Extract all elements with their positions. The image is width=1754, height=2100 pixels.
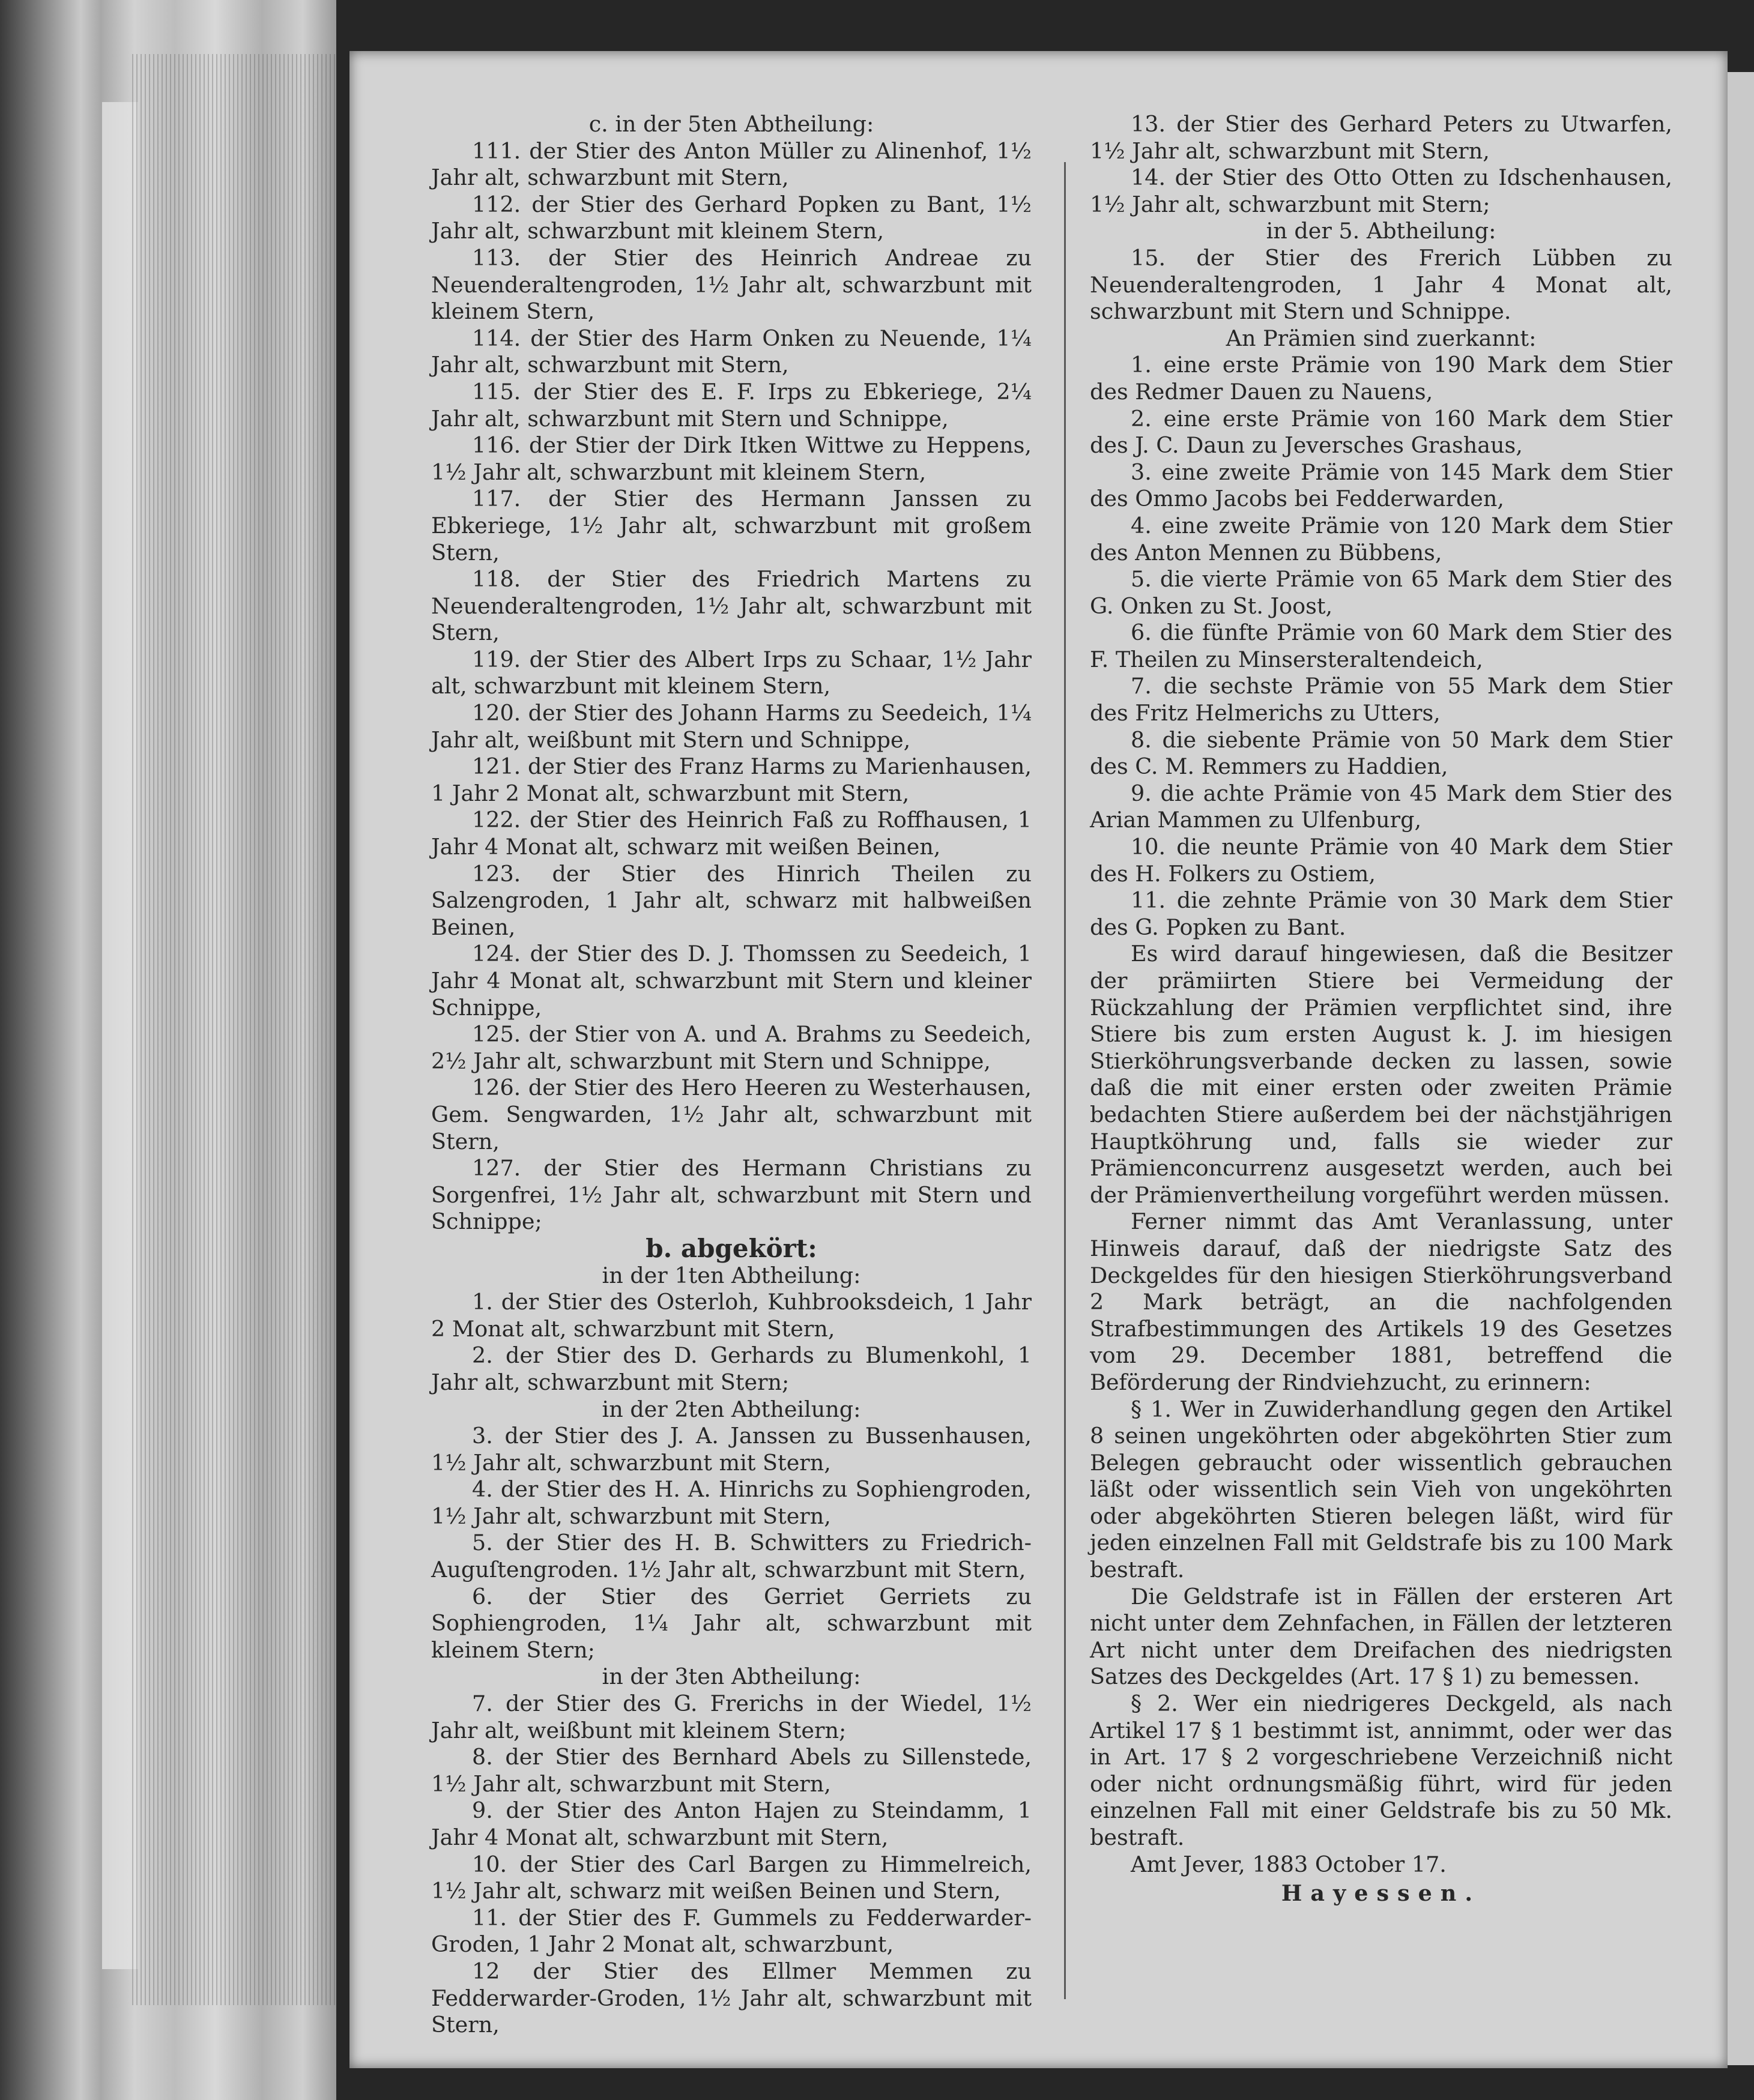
right-column-paragraph: 6. die fünfte Prämie von 60 Mark dem Stier des F. Theilen zu Minsersteraltendeich, [1090,620,1672,672]
right-column-paragraph: § 1. Wer in Zuwiderhandlung gegen den Artikel 8 seinen ungeköhrten oder abgeköhrten Stier zum Belegen gebraucht oder wissentlich gebrauchen läßt oder wissentlich sein Vieh von ungeköhrten oder abgeköhrten Stieren belegen läßt, wird für jeden einzelnen Fall mit Geldstrafe bis zu 100 Mark bestraft. [1090,1396,1672,1583]
right-column-paragraph: An Prämien sind zuerkannt: [1226,325,1537,351]
left-column-paragraph: 11. der Stier des F. Gummels zu Fedderwarder-Groden, 1 Jahr 2 Monat alt, schwarzbunt, [431,1904,1032,1958]
left-column-paragraph: 12 der Stier des Ellmer Memmen zu Fedderwarder-Groden, 1½ Jahr alt, schwarzbunt mit Stern, [431,1958,1032,2038]
left-column-paragraph: 120. der Stier des Johann Harms zu Seedeich, 1¼ Jahr alt, weißbunt mit Stern und Schnippe, [431,700,1032,753]
left-column-paragraph: 4. der Stier des H. A. Hinrichs zu Sophiengroden, 1½ Jahr alt, schwarzbunt mit Stern, [431,1476,1032,1529]
left-column-paragraph: 113. der Stier des Heinrich Andreae zu Neuenderaltengroden, 1½ Jahr alt, schwarzbunt mit kleinem Stern, [431,244,1032,325]
left-column-paragraph: 2. der Stier des D. Gerhards zu Blumenkohl, 1 Jahr alt, schwarzbunt mit Stern; [431,1342,1032,1395]
right-column-paragraph: in der 5. Abtheilung: [1266,218,1496,244]
right-column-paragraph: 7. die sechste Prämie von 55 Mark dem Stier des Fritz Helmerichs zu Utters, [1090,673,1672,726]
right-text-column [1090,111,1672,1907]
left-column-paragraph: 123. der Stier des Hinrich Theilen zu Salzengroden, 1 Jahr alt, schwarz mit halbweißen Beinen, [431,860,1032,940]
right-column-paragraph: Amt Jever, 1883 October 17. [1131,1851,1447,1877]
right-column-paragraph: 8. die siebente Prämie von 50 Mark dem Stier des C. M. Remmers zu Haddien, [1090,726,1672,780]
left-column-paragraph: in der 3ten Abtheilung: [602,1664,861,1690]
left-text-column [431,111,1032,2039]
right-column-paragraph: 13. der Stier des Gerhard Peters zu Utwarfen, 1½ Jahr alt, schwarzbunt mit Stern, [1090,111,1672,164]
left-column-paragraph: 9. der Stier des Anton Hajen zu Steindamm, 1 Jahr 4 Monat alt, schwarzbunt mit Stern, [431,1797,1032,1850]
left-column-paragraph: 1. der Stier des Osterloh, Kuhbrooksdeich, 1 Jahr 2 Monat alt, schwarzbunt mit Stern, [431,1289,1032,1342]
left-column-paragraph: 122. der Stier des Heinrich Faß zu Roffhausen, 1 Jahr 4 Monat alt, schwarz mit weißen Beinen, [431,807,1032,860]
right-column-paragraph: 1. eine erste Prämie von 190 Mark dem Stier des Redmer Dauen zu Nauens, [1090,352,1672,405]
left-column-paragraph: 6. der Stier des Gerriet Gerriets zu Sophiengroden, 1¼ Jahr alt, schwarzbunt mit kleinem Stern; [431,1583,1032,1663]
left-column-paragraph: b. abgekört: [646,1233,817,1263]
column-divider [1064,162,1066,1999]
left-column-paragraph: in der 1ten Abtheilung: [602,1262,861,1288]
left-column-paragraph: 125. der Stier von A. und A. Brahms zu Seedeich, 2½ Jahr alt, schwarzbunt mit Stern und Schnippe, [431,1021,1032,1074]
right-column-paragraph: 10. die neunte Prämie von 40 Mark dem Stier des H. Folkers zu Ostiem, [1090,834,1672,887]
left-column-paragraph: 118. der Stier des Friedrich Martens zu Neuenderaltengroden, 1½ Jahr alt, schwarzbunt mit Stern, [431,566,1032,646]
left-column-paragraph: 115. der Stier des E. F. Irps zu Ebkeriege, 2¼ Jahr alt, schwarzbunt mit Stern und Schnippe, [431,378,1032,432]
right-column-paragraph: Es wird darauf hingewiesen, daß die Besitzer der prämiirten Stiere bei Vermeidung der Rückzahlung der Prämien verpflichtet sind, ihre Stiere bis zum ersten August k. J. im hiesigen Stierköhrungsverbande decken zu lassen, sowie daß die mit einer ersten oder zweiten Prämie bedachten Stiere außerdem bei der nächstjährigen Hauptköhrung und, falls sie wieder zur Prämienconcurrenz ausgesetzt werden, auch bei der Prämienvertheilung vorgeführt werden müssen. [1090,941,1672,1208]
right-column-paragraph: Ferner nimmt das Amt Veranlassung, unter Hinweis darauf, daß der niedrigste Satz des Deckgeldes für den hiesigen Stierköhrungsverband 2 Mark beträgt, an die nachfolgenden Strafbestimmungen des Artikels 19 des Gesetzes vom 29. December 1881, betreffend die Beförderung der Rindviehzucht, zu erinnern: [1090,1208,1672,1395]
left-column-paragraph: 111. der Stier des Anton Müller zu Alinenhof, 1½ Jahr alt, schwarzbunt mit Stern, [431,137,1032,191]
left-column-paragraph: 114. der Stier des Harm Onken zu Neuende, 1¼ Jahr alt, schwarzbunt mit Stern, [431,325,1032,378]
left-column-paragraph: in der 2ten Abtheilung: [602,1396,861,1422]
right-column-paragraph: 9. die achte Prämie von 45 Mark dem Stier des Arian Mammen zu Ulfenburg, [1090,780,1672,833]
right-column-paragraph: 14. der Stier des Otto Otten zu Idschenhausen, 1½ Jahr alt, schwarzbunt mit Stern; [1090,164,1672,217]
left-column-paragraph: 117. der Stier des Hermann Janssen zu Ebkeriege, 1½ Jahr alt, schwarzbunt mit großem Stern, [431,486,1032,566]
left-column-paragraph: 3. der Stier des J. A. Janssen zu Bussenhausen, 1½ Jahr alt, schwarzbunt mit Stern, [431,1423,1032,1476]
left-column-paragraph: 5. der Stier des H. B. Schwitters zu Friedrich-Auguſtengroden. 1½ Jahr alt, schwarzbunt mit Stern, [431,1530,1032,1583]
right-column-paragraph: Die Geldstrafe ist in Fällen der ersteren Art nicht unter dem Zehnfachen, in Fällen der letzteren Art nicht unter dem Dreifachen des niedrigsten Satzes des Deckgeldes (Art. 17 § 1) zu bemessen. [1090,1583,1672,1690]
right-column-paragraph: 11. die zehnte Prämie von 30 Mark dem Stier des G. Popken zu Bant. [1090,887,1672,940]
right-column-paragraph: 5. die vierte Prämie von 65 Mark dem Stier des G. Onken zu St. Joost, [1090,566,1672,619]
left-column-paragraph: 10. der Stier des Carl Bargen zu Himmelreich, 1½ Jahr alt, schwarz mit weißen Beinen und Stern, [431,1851,1032,1904]
left-column-paragraph: 121. der Stier des Franz Harms zu Marienhausen, 1 Jahr 2 Monat alt, schwarzbunt mit Stern, [431,753,1032,806]
right-column-paragraph: 4. eine zweite Prämie von 120 Mark dem Stier des Anton Mennen zu Bübbens, [1090,512,1672,566]
left-column-paragraph: c. in der 5ten Abtheilung: [588,111,874,137]
right-column-paragraph: 3. eine zweite Prämie von 145 Mark dem Stier des Ommo Jacobs bei Fedderwarden, [1090,459,1672,512]
left-column-paragraph: 112. der Stier des Gerhard Popken zu Bant, 1½ Jahr alt, schwarzbunt mit kleinem Stern, [431,191,1032,244]
facing-page-edge [1725,72,1754,2065]
left-column-paragraph: 119. der Stier des Albert Irps zu Schaar, 1½ Jahr alt, schwarzbunt mit kleinem Stern, [431,646,1032,699]
right-column-paragraph: 15. der Stier des Frerich Lübben zu Neuenderaltengroden, 1 Jahr 4 Monat alt, schwarzbunt mit Stern und Schnippe. [1090,244,1672,325]
book-page-edges [0,0,336,2100]
page-edge-lines [132,54,336,2005]
right-column-paragraph: 2. eine erste Prämie von 160 Mark dem Stier des J. C. Daun zu Jeversches Grashaus, [1090,405,1672,459]
left-column-paragraph: 8. der Stier des Bernhard Abels zu Sillenstede, 1½ Jahr alt, schwarzbunt mit Stern, [431,1744,1032,1797]
left-column-paragraph: 116. der Stier der Dirk Itken Wittwe zu Heppens, 1½ Jahr alt, schwarzbunt mit kleinem Stern, [431,432,1032,485]
left-column-paragraph: 126. der Stier des Hero Heeren zu Westerhausen, Gem. Sengwarden, 1½ Jahr alt, schwarzbunt mit Stern, [431,1075,1032,1154]
left-column-paragraph: 127. der Stier des Hermann Christians zu Sorgenfrei, 1½ Jahr alt, schwarzbunt mit Stern und Schnippe; [431,1155,1032,1235]
left-column-paragraph: 7. der Stier des G. Frerichs in der Wiedel, 1½ Jahr alt, weißbunt mit kleinem Stern; [431,1691,1032,1743]
right-column-paragraph: § 2. Wer ein niedrigeres Deckgeld, als nach Artikel 17 § 1 bestimmt ist, annimmt, oder wer das in Art. 17 § 2 vorgeschriebene Verzeichniß nicht oder nicht ordnungsmäßig führt, wird für jeden einzelnen Fall mit einer Geldstrafe bis zu 50 Mk. bestraft. [1090,1691,1672,1850]
right-column-paragraph: Hayessen. [1281,1880,1481,1907]
left-column-paragraph: 124. der Stier des D. J. Thomssen zu Seedeich, 1 Jahr 4 Monat alt, schwarzbunt mit Stern und kleiner Schnippe, [431,941,1032,1021]
